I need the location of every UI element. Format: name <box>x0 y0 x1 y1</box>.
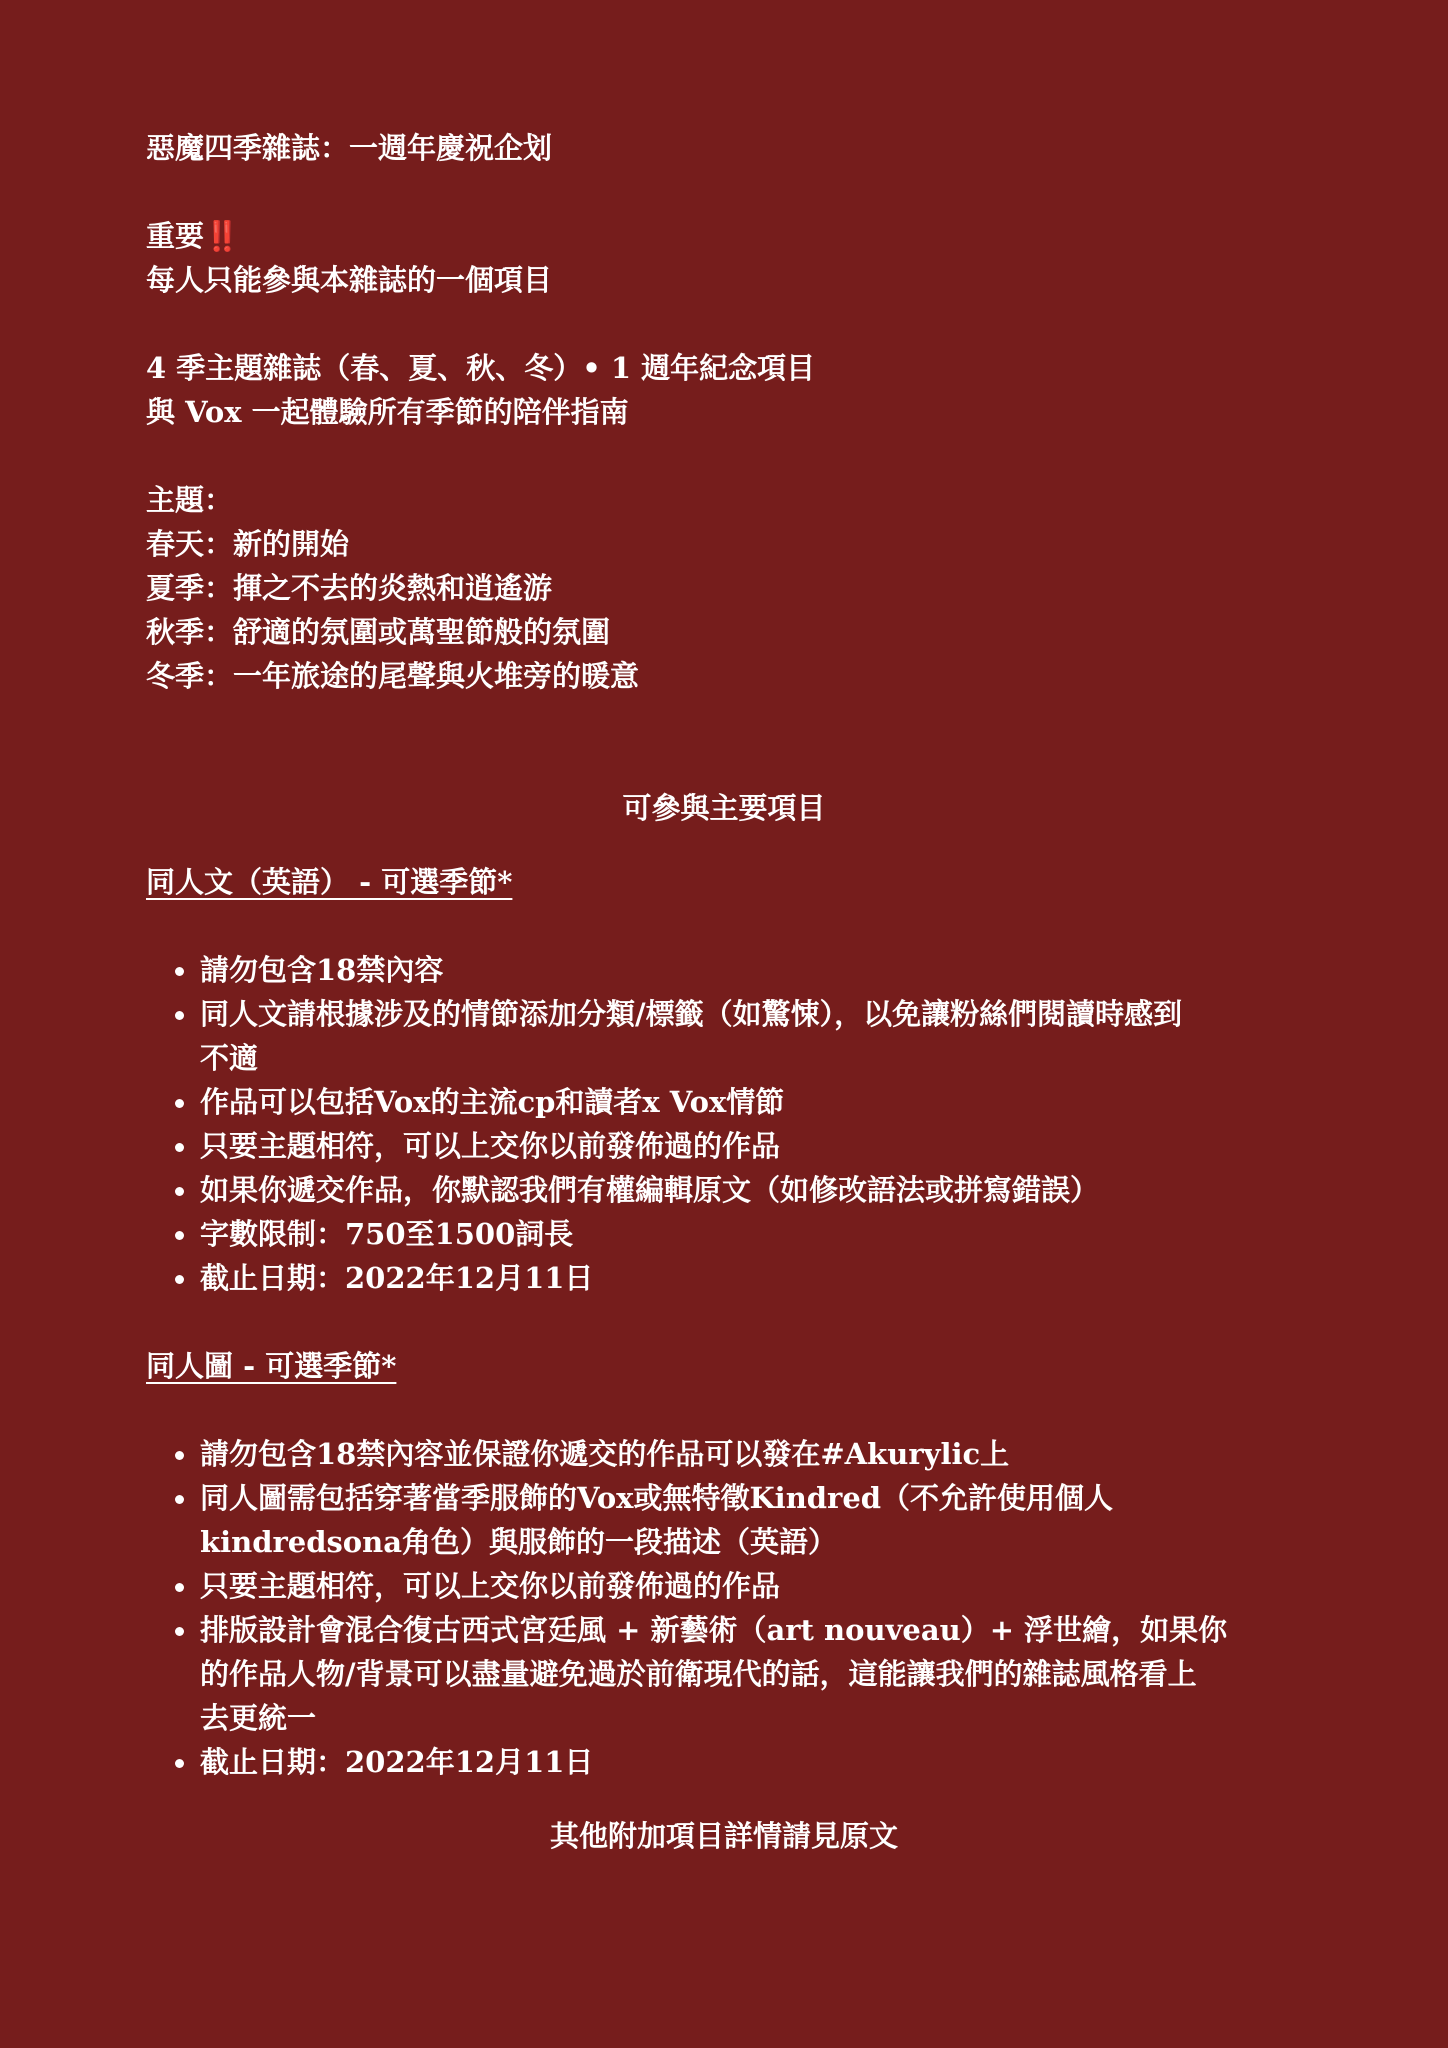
list-item: 只要主題相符，可以上交你以前發佈過的作品 <box>200 1124 1302 1168</box>
fanfic-rules-list <box>146 948 1302 1300</box>
theme-winter: 冬季：一年旅途的尾聲與火堆旁的暖意 <box>146 659 640 693</box>
theme-spring: 春天：新的開始 <box>146 527 350 561</box>
theme-autumn: 秋季：舒適的氛圍或萬聖節般的氛圍 <box>146 615 611 649</box>
important-notice: 每人只能參與本雜誌的一個項目 <box>146 263 553 297</box>
intro-line-2: 與 Vox 一起體驗所有季節的陪伴指南 <box>146 395 629 429</box>
main-projects-heading: 可參與主要項目 <box>622 791 826 825</box>
intro-line-1: 4 季主題雜誌（春、夏、秋、冬）• 1 週年紀念項目 <box>146 351 816 385</box>
list-item: 請勿包含18禁內容 <box>200 948 1302 992</box>
fanart-rules-list <box>146 1432 1302 1784</box>
fanart-heading: 同人圖 - 可選季節* <box>146 1349 397 1383</box>
list-item: 字數限制：750至1500詞長 <box>200 1212 1302 1256</box>
list-item: 截止日期：2022年12月11日 <box>200 1256 1302 1300</box>
page-title: 惡魔四季雜誌：一週年慶祝企划 <box>146 131 553 165</box>
list-item: 截止日期：2022年12月11日 <box>200 1740 1302 1784</box>
important-label <box>146 214 1302 258</box>
double-exclamation-icon: ‼️ <box>204 219 241 253</box>
list-item: 只要主題相符，可以上交你以前發佈過的作品 <box>200 1564 1302 1608</box>
themes-heading: 主題： <box>146 483 234 517</box>
document-page <box>146 126 1302 1858</box>
list-item: 作品可以包括Vox的主流cp和讀者x Vox情節 <box>200 1080 1302 1124</box>
fanfic-heading: 同人文（英語） - 可選季節* <box>146 865 513 899</box>
list-item: 同人圖需包括穿著當季服飾的Vox或無特徵Kindred（不允許使用個人 kindredsona角色）與服飾的一段描述（英語） <box>200 1476 1302 1564</box>
footer-note: 其他附加項目詳情請見原文 <box>549 1819 898 1853</box>
list-item: 排版設計會混合復古西式宮廷風 + 新藝術（art nouveau）+ 浮世繪，如果你 的作品人物/背景可以盡量避免過於前衛現代的話，這能讓我們的雜誌風格看上 去更統一 <box>200 1608 1302 1740</box>
list-item: 請勿包含18禁內容並保證你遞交的作品可以發在#Akurylic上 <box>200 1432 1302 1476</box>
list-item: 同人文請根據涉及的情節添加分類/標籤（如驚悚），以免讓粉絲們閱讀時感到 不適 <box>200 992 1302 1080</box>
important-label-text: 重要 <box>146 219 205 253</box>
list-item: 如果你遞交作品，你默認我們有權編輯原文（如修改語法或拼寫錯誤） <box>200 1168 1302 1212</box>
theme-summer: 夏季：揮之不去的炎熱和逍遙游 <box>146 571 553 605</box>
